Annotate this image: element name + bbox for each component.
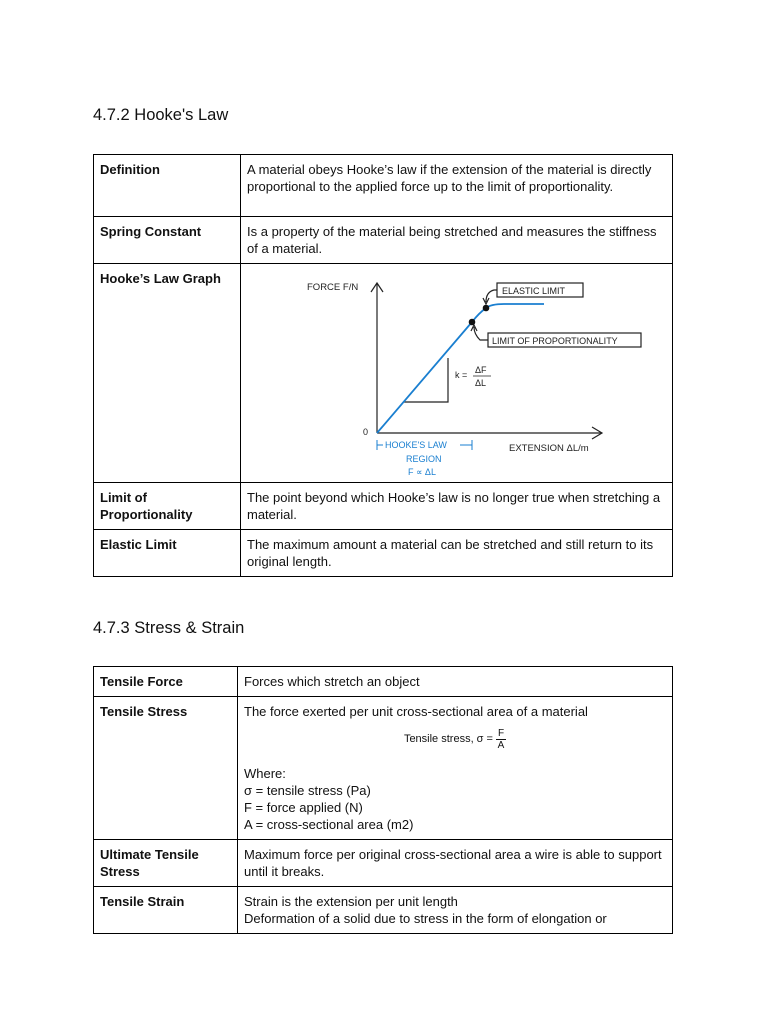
region-label: HOOKE'S LAW	[385, 440, 447, 450]
variable-definition: F = force applied (N)	[244, 800, 363, 815]
table-row	[94, 155, 673, 217]
variable-definition: σ = tensile stress (Pa)	[244, 783, 371, 798]
stress-denominator: A	[497, 740, 505, 751]
definition-cell: Forces which stretch an object	[238, 667, 673, 697]
term-cell: Tensile Force	[94, 667, 238, 697]
variable-definition: A = cross-sectional area (m2)	[244, 817, 414, 832]
table-row	[94, 530, 673, 577]
definition-cell: A material obeys Hooke’s law if the extension of the material is directly proportional to the applied force up to the limit of proportionality.	[241, 155, 673, 217]
table-row	[94, 483, 673, 530]
strain-definition-2: Deformation of a solid due to stress in the form of elongation or	[244, 911, 607, 926]
stress-strain-table	[93, 666, 673, 934]
proportionality-label: LIMIT OF PROPORTIONALITY	[492, 336, 618, 346]
term-cell: Elastic Limit	[94, 530, 241, 577]
hookes-law-table	[93, 154, 673, 577]
definition-cell	[238, 697, 673, 840]
x-axis-label: EXTENSION ΔL/m	[509, 443, 589, 454]
hookes-law-graph	[272, 268, 618, 480]
term-cell: Hooke’s Law Graph	[94, 264, 241, 483]
elastic-limit-point	[483, 305, 490, 312]
table-row	[94, 840, 673, 887]
origin-label: 0	[363, 427, 369, 437]
graph-cell	[241, 264, 673, 483]
definition-cell: The point beyond which Hooke’s law is no longer true when stretching a material.	[241, 483, 673, 530]
force-extension-curve	[377, 304, 544, 433]
table-row	[94, 697, 673, 840]
section-heading-hookes-law: 4.7.2 Hooke's Law	[93, 106, 229, 124]
definition-cell: Is a property of the material being stretched and measures the stiffness of a material.	[241, 217, 673, 264]
stress-fraction	[496, 728, 506, 751]
table-row	[94, 667, 673, 697]
elastic-limit-label: ELASTIC LIMIT	[502, 286, 566, 296]
proportional-relation-label: F ∝ ΔL	[408, 467, 436, 477]
gradient-triangle	[404, 358, 448, 402]
region-label-2: REGION	[406, 454, 442, 464]
proportionality-point	[469, 319, 476, 326]
term-cell: Tensile Strain	[94, 887, 238, 934]
strain-definition: Strain is the extension per unit length	[244, 894, 458, 909]
where-label: Where:	[244, 766, 286, 781]
k-label: k =	[455, 370, 468, 380]
term-cell: Spring Constant	[94, 217, 241, 264]
definition-cell: The maximum amount a material can be stretched and still return to its original length.	[241, 530, 673, 577]
k-numerator: ΔF	[475, 365, 487, 375]
definition-cell	[238, 887, 673, 934]
table-row	[94, 887, 673, 934]
stress-definition: The force exerted per unit cross-sectional area of a material	[244, 704, 588, 719]
definition-cell: Maximum force per original cross-sectional area a wire is able to support until it breaks.	[238, 840, 673, 887]
stress-numerator: F	[497, 728, 505, 739]
term-cell: Limit of Proportionality	[94, 483, 241, 530]
section-heading-stress-strain: 4.7.3 Stress & Strain	[93, 619, 245, 637]
table-row	[94, 217, 673, 264]
term-cell: Definition	[94, 155, 241, 217]
k-denominator: ΔL	[475, 378, 487, 388]
term-cell: Tensile Stress	[94, 697, 238, 840]
stress-formula	[244, 728, 666, 751]
stress-formula-prefix: Tensile stress, σ =	[403, 733, 493, 745]
table-row	[94, 264, 673, 483]
term-cell: Ultimate Tensile Stress	[94, 840, 238, 887]
y-axis-label: FORCE F/N	[307, 282, 359, 293]
